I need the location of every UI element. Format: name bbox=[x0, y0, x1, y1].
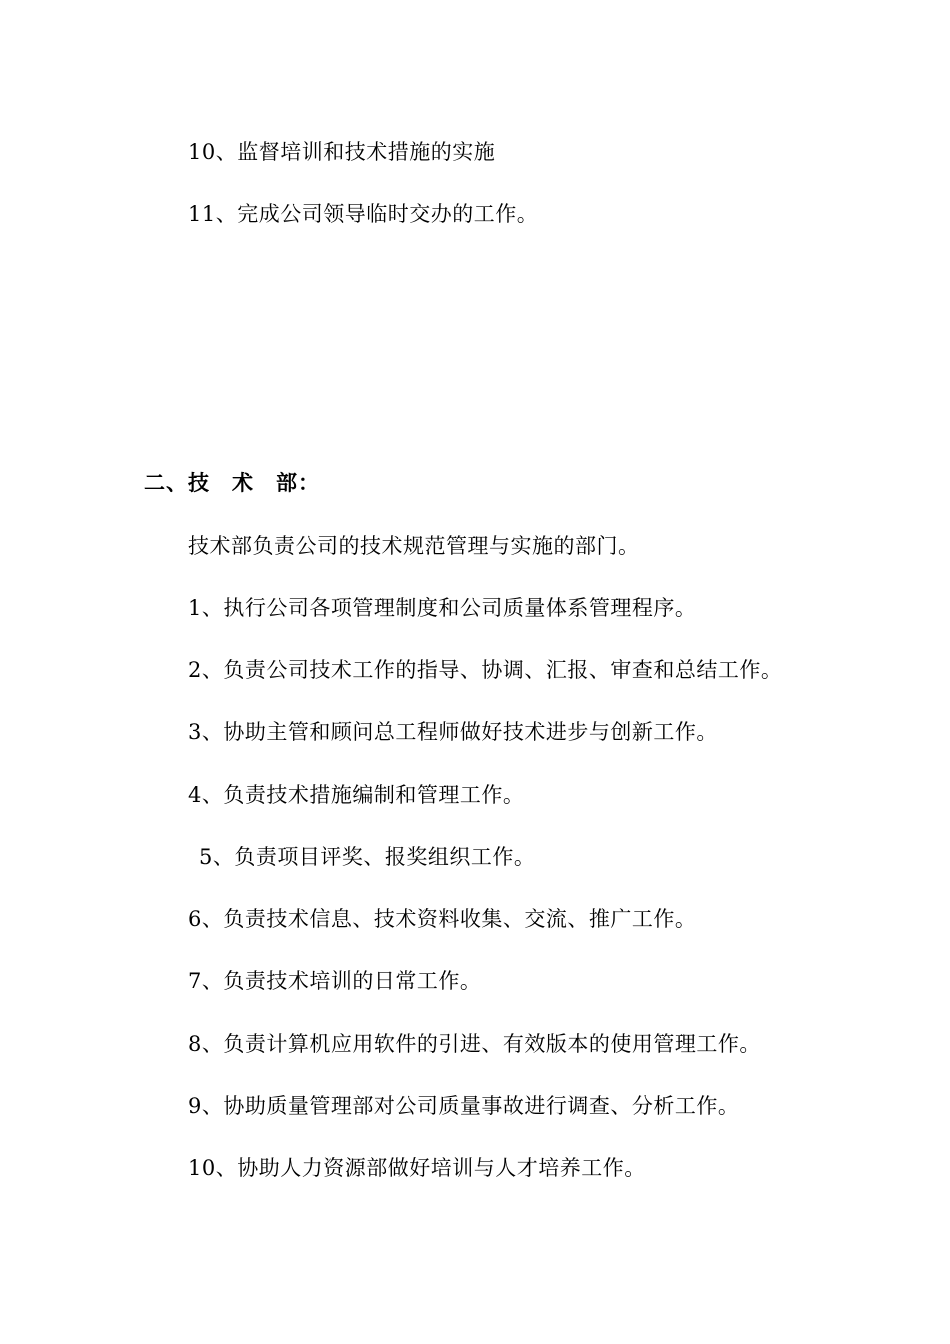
list-item: 1、执行公司各项管理制度和公司质量体系管理程序。 bbox=[188, 596, 697, 620]
duty-item-10-top: 10、监督培训和技术措施的实施 bbox=[188, 140, 496, 164]
list-item: 10、协助人力资源部做好培训与人才培养工作。 bbox=[188, 1156, 646, 1180]
list-item: 7、负责技术培训的日常工作。 bbox=[188, 969, 482, 993]
section-intro: 技术部负责公司的技术规范管理与实施的部门。 bbox=[188, 534, 640, 558]
list-item: 9、协助质量管理部对公司质量事故进行调查、分析工作。 bbox=[188, 1094, 740, 1118]
list-item: 8、负责计算机应用软件的引进、有效版本的使用管理工作。 bbox=[188, 1032, 761, 1056]
section-heading bbox=[144, 469, 320, 497]
list-item: 4、负责技术措施编制和管理工作。 bbox=[188, 783, 525, 807]
list-item: 2、负责公司技术工作的指导、协调、汇报、审查和总结工作。 bbox=[188, 658, 783, 682]
section-heading-char-1: 技 bbox=[188, 470, 210, 495]
duty-item-11-top: 11、完成公司领导临时交办的工作。 bbox=[188, 202, 539, 226]
section-heading-prefix: 二、 bbox=[144, 470, 188, 495]
section-heading-char-2: 术 bbox=[232, 470, 254, 495]
list-item: 3、协助主管和顾问总工程师做好技术进步与创新工作。 bbox=[188, 720, 718, 744]
section-heading-char-3: 部： bbox=[276, 470, 320, 495]
list-item: 5、负责项目评奖、报奖组织工作。 bbox=[199, 845, 536, 869]
list-item: 6、负责技术信息、技术资料收集、交流、推广工作。 bbox=[188, 907, 697, 931]
